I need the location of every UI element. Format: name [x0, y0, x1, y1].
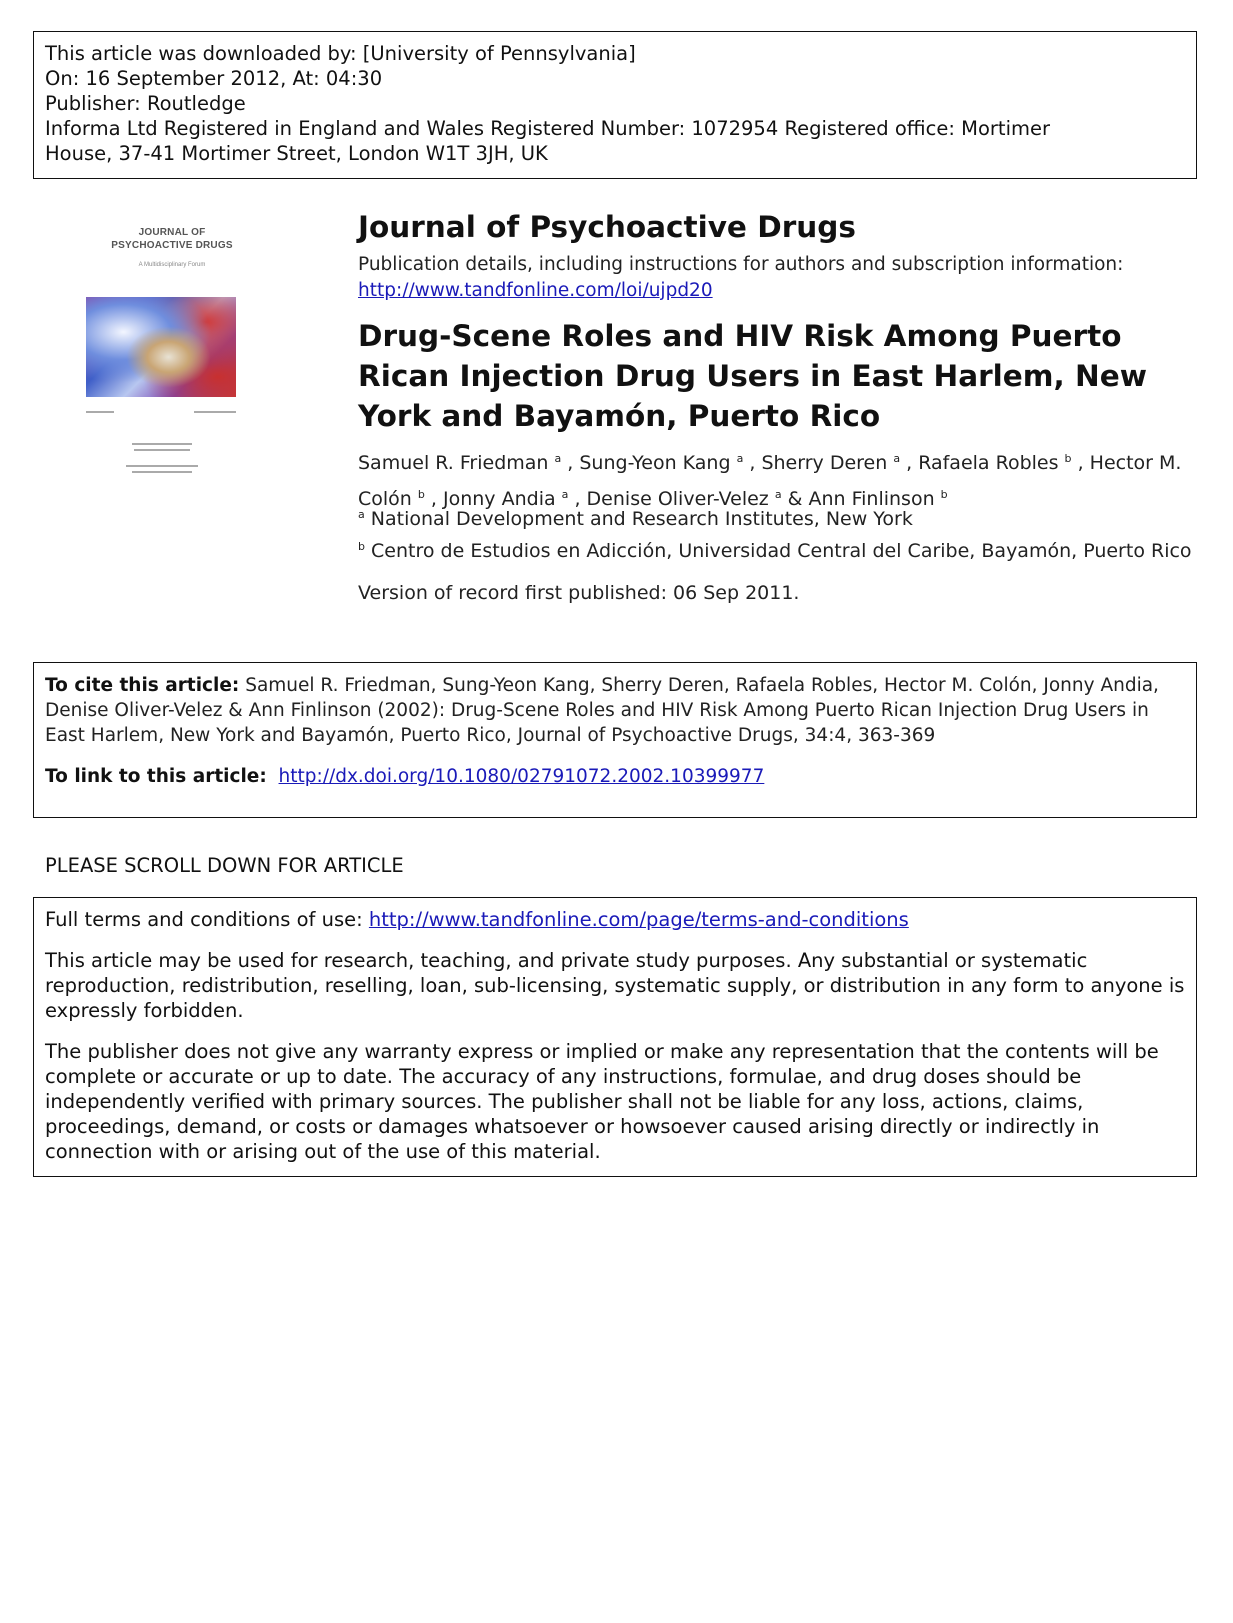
journal-title: Journal of Psychoactive Drugs: [358, 210, 856, 244]
cover-text-line: [194, 411, 236, 413]
cover-text-line: [132, 443, 192, 445]
version-of-record: Version of record first published: 06 Sep 2011.: [358, 582, 800, 604]
affiliation-b: [358, 540, 1192, 562]
cover-text-line: [134, 449, 190, 451]
author-separator: ,: [424, 488, 443, 510]
author-name: Denise Oliver-Velez: [586, 488, 769, 510]
download-notice-line: Publisher: Routledge: [45, 92, 246, 115]
terms-box: [33, 897, 1197, 1177]
affiliation-text: Centro de Estudios en Adicción, Universidad Central del Caribe, Bayamón, Puerto Rico: [371, 540, 1192, 562]
publication-details: Publication details, including instructions for authors and subscription information:: [358, 254, 1124, 275]
download-notice-line: On: 16 September 2012, At: 04:30: [45, 67, 383, 90]
link-paragraph: [45, 764, 1185, 789]
author-affiliation-mark: b: [417, 488, 425, 501]
author-separator: ,: [561, 452, 580, 474]
doi-link[interactable]: http://dx.doi.org/10.1080/02791072.2002.10399977: [278, 766, 765, 787]
terms-link-paragraph: [45, 907, 1185, 932]
scroll-down-notice: PLEASE SCROLL DOWN FOR ARTICLE: [45, 854, 404, 877]
terms-paragraph: This article may be used for research, teaching, and private study purposes. Any substantial or systematic reproduction, redistribution, reselling, loan, sub-licensing, systematic supply, or distribution in any form to anyone is expressly forbidden.: [45, 949, 1185, 1022]
cover-text-line: [126, 465, 198, 467]
download-notice-line: House, 37-41 Mortimer Street, London W1T 3JH, UK: [45, 142, 548, 165]
affiliation-a: [358, 508, 913, 530]
cite-text: Samuel R. Friedman, Sung-Yeon Kang, Sherry Deren, Rafaela Robles, Hector M. Colón, Jonny Andia, Denise Oliver-Velez & Ann Finlinson (2002): Drug-Scene Roles and HIV Risk Among Puerto Rican Injection Drug Users in East Harlem, New York and Bayamón, Puerto Rico, Journal of Psychoactive Drugs, 34:4, 363-369: [45, 675, 1159, 746]
author-affiliation-mark: b: [940, 488, 948, 501]
terms-label: Full terms and conditions of use:: [45, 908, 363, 931]
author-name: Hector M. Colón: [358, 452, 1182, 510]
author-separator: ,: [1071, 452, 1090, 474]
author-affiliation-mark: a: [774, 488, 782, 501]
author-name: Sung-Yeon Kang: [579, 452, 731, 474]
author-affiliation-mark: a: [561, 488, 569, 501]
author-affiliation-mark: b: [1064, 452, 1072, 465]
author-name: Rafaela Robles: [918, 452, 1059, 474]
cover-text-line: [86, 411, 114, 413]
cover-title-line: PSYCHOACTIVE DRUGS: [111, 240, 233, 251]
journal-cover-image: [72, 215, 272, 515]
author-name: Jonny Andia: [443, 488, 556, 510]
cite-paragraph: [45, 673, 1185, 748]
author-affiliation-mark: a: [554, 452, 562, 465]
author-list: [358, 443, 1208, 515]
link-label: To link to this article:: [45, 766, 267, 787]
cover-title-line: JOURNAL OF: [138, 227, 206, 238]
author-affiliation-mark: a: [893, 452, 901, 465]
author-name: Ann Finlinson: [808, 488, 935, 510]
cite-label: To cite this article:: [45, 675, 240, 696]
affiliation-mark: b: [358, 540, 365, 553]
cover-text-line: [132, 471, 192, 473]
citation-box: [33, 662, 1197, 818]
download-notice-line: Informa Ltd Registered in England and Wales Registered Number: 1072954 Registered office: Mortimer: [45, 117, 1050, 140]
affiliation-text: National Development and Research Institutes, New York: [370, 508, 913, 530]
cover-artwork: [86, 297, 236, 397]
author-separator: &: [781, 488, 809, 510]
author-name: Samuel R. Friedman: [358, 452, 549, 474]
affiliation-mark: a: [358, 508, 365, 521]
author-separator: ,: [900, 452, 919, 474]
terms-link[interactable]: http://www.tandfonline.com/page/terms-and-conditions: [368, 908, 909, 931]
download-notice-box: [33, 31, 1197, 179]
author-separator: ,: [568, 488, 587, 510]
terms-paragraph: The publisher does not give any warranty express or implied or make any representation that the contents will be complete or accurate or up to date. The accuracy of any instructions, formulae, and drug doses should be independently verified with primary sources. The publisher shall not be liable for any loss, actions, claims, proceedings, demand, or costs or damages whatsoever or howsoever caused arising directly or indirectly in connection with or arising out of the use of this material.: [45, 1040, 1159, 1163]
author-name: Sherry Deren: [761, 452, 888, 474]
download-notice-line: This article was downloaded by: [University of Pennsylvania]: [45, 42, 636, 65]
cover-subtitle: A Multidisciplinary Forum: [138, 262, 206, 268]
author-separator: ,: [743, 452, 762, 474]
article-title: Drug-Scene Roles and HIV Risk Among Puerto Rican Injection Drug Users in East Harlem, New York and Bayamón, Puerto Rico: [358, 319, 1147, 433]
author-affiliation-mark: a: [736, 452, 744, 465]
journal-url-link[interactable]: http://www.tandfonline.com/loi/ujpd20: [358, 280, 713, 301]
